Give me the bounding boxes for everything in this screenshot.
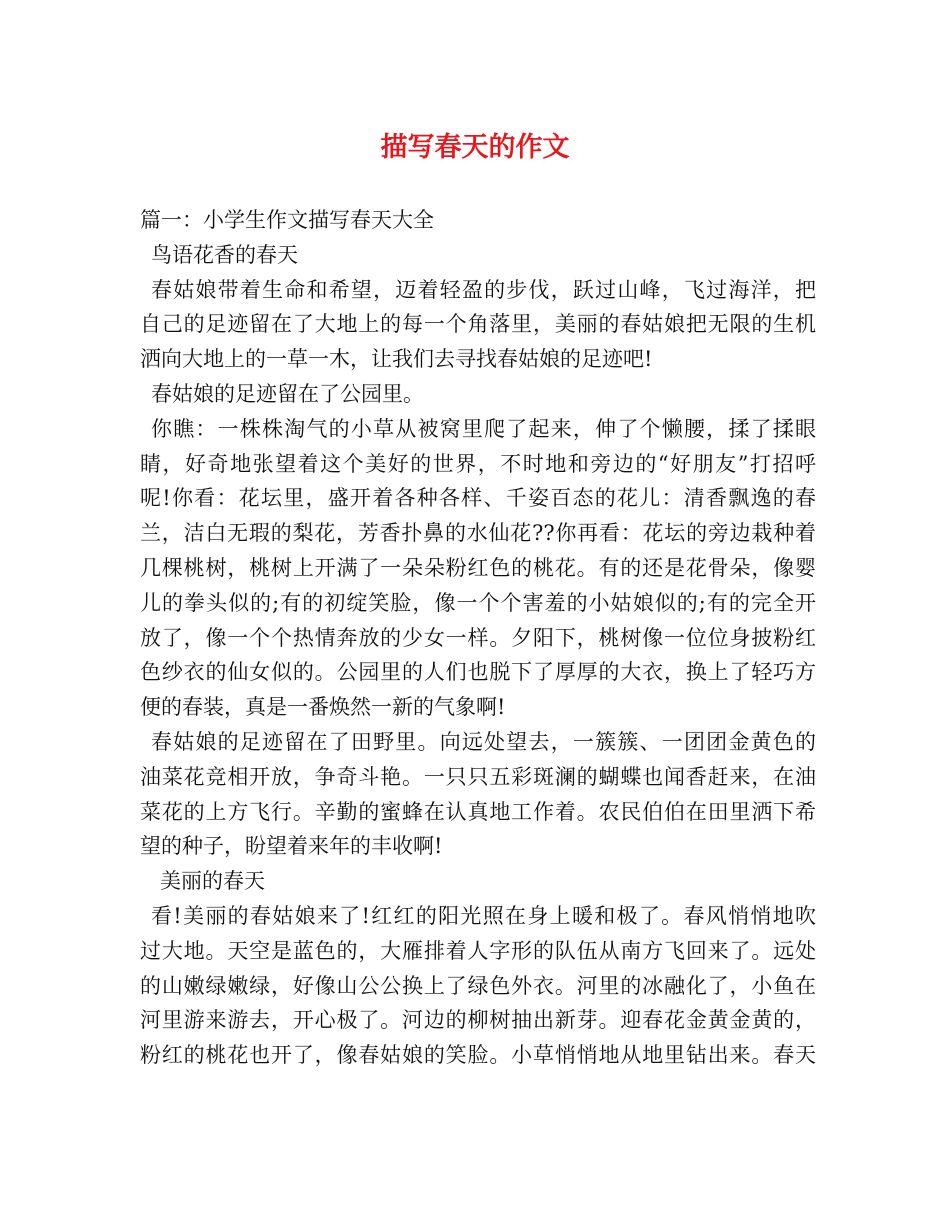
paragraph-line: 看!美丽的春姑娘来了!红红的阳光照在身上暖和极了。春风悄悄地吹	[151, 903, 816, 928]
section-heading: 篇一：小学生作文描写春天大全	[140, 208, 434, 232]
paragraph-line: 粉红的桃花也开了，像春姑娘的笑脸。小草悄悄地从地里钻出来。春天	[140, 1043, 816, 1068]
paragraph-line: 几棵桃树，桃树上开满了一朵朵粉红色的桃花。有的还是花骨朵，像婴	[140, 555, 816, 580]
paragraph-line: 过大地。天空是蓝色的，大雁排着人字形的队伍从南方飞回来了。远处	[140, 938, 816, 963]
paragraph-line: 色纱衣的仙女似的。公园里的人们也脱下了厚厚的大衣，换上了轻巧方	[140, 660, 816, 685]
document-body	[140, 203, 816, 1073]
paragraph-line: 春姑娘的足迹留在了公园里。	[151, 381, 424, 406]
paragraph-line: 菜花的上方飞行。辛勤的蜜蜂在认真地工作着。农民伯伯在田里洒下希	[140, 799, 816, 824]
paragraph-line: 望的种子，盼望着来年的丰收啊!	[140, 834, 443, 859]
document-title: 描写春天的作文	[380, 132, 570, 163]
paragraph-line: 春姑娘的足迹留在了田野里。向远处望去，一簇簇、一团团金黄色的	[151, 729, 816, 754]
subtitle-bird-flower: 鸟语花香的春天	[151, 242, 298, 267]
paragraph-line: 春姑娘带着生命和希望，迈着轻盈的步伐，跃过山峰，飞过海洋，把	[151, 277, 816, 302]
paragraph-line: 放了，像一个个热情奔放的少女一样。夕阳下，桃树像一位位身披粉红	[140, 625, 816, 650]
paragraph-line: 你瞧：一株株淘气的小草从被窝里爬了起来，伸了个懒腰，揉了揉眼	[151, 416, 816, 441]
subtitle-beautiful-spring: 美丽的春天	[160, 869, 265, 894]
paragraph-line: 便的春装，真是一番焕然一新的气象啊!	[140, 695, 506, 720]
paragraph-line: 呢!你看：花坛里，盛开着各种各样、千姿百态的花儿：清香飘逸的春	[140, 486, 816, 511]
paragraph-line: 的山嫩绿嫩绿，好像山公公换上了绿色外衣。河里的冰融化了，小鱼在	[140, 973, 816, 998]
paragraph-line: 油菜花竞相开放，争奇斗艳。一只只五彩斑澜的蝴蝶也闻香赶来，在油	[140, 764, 816, 789]
paragraph-line: 儿的拳头似的;有的初绽笑脸，像一个个害羞的小姑娘似的;有的完全开	[140, 590, 816, 615]
paragraph-line: 兰，洁白无瑕的梨花，芳香扑鼻的水仙花??你再看：花坛的旁边栽种着	[140, 521, 816, 546]
paragraph-line: 洒向大地上的一草一木，让我们去寻找春姑娘的足迹吧!	[140, 347, 653, 372]
paragraph-line: 自己的足迹留在了大地上的每一个角落里，美丽的春姑娘把无限的生机	[140, 312, 816, 337]
paragraph-line: 睛，好奇地张望着这个美好的世界，不时地和旁边的“好朋友”打招呼	[140, 451, 816, 476]
paragraph-line: 河里游来游去，开心极了。河边的柳树抽出新芽。迎春花金黄金黄的，	[140, 1008, 816, 1033]
